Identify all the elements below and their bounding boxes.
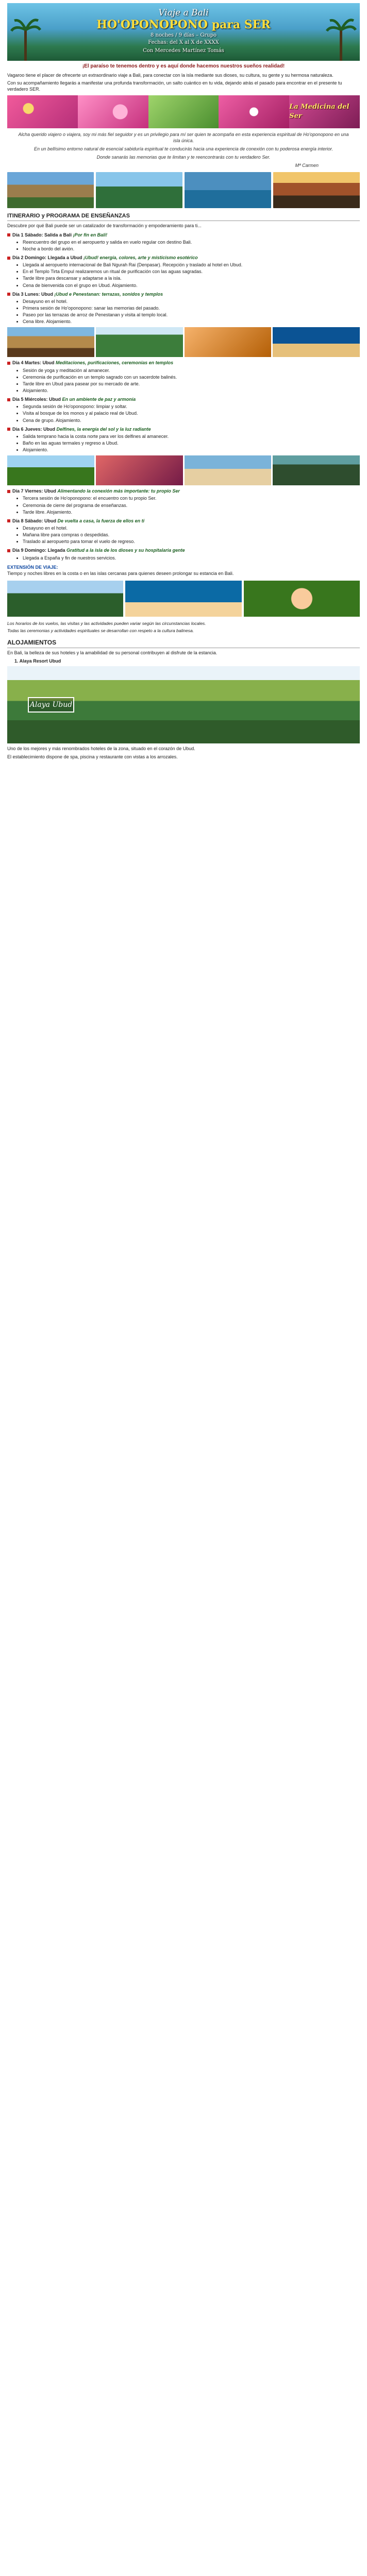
quote-paragraph: Donde sanarás las memorias que te limitan y te reencontrarás con tu verdadero Ser. [96,155,271,160]
temple-photo [273,455,360,485]
intro-paragraph: Con su acompañamiento llegarás a manifestar una profunda transformación, un salto cuántico en tu vida, dejando atrás el pasado para encontrar en el presente tu verdadero SER. [7,80,342,92]
activity-list [23,495,360,515]
day-label: Día 1 Sábado: Salida a Bali [12,232,72,238]
quote-paragraph: Alcha querido viajero o viajera, soy mi más fiel seguidor y es un privilegio para mí ser quien te acompaña en esta experiencia espiritual de Ho'oponopono en una isla única. [18,131,349,144]
activity-item: • Desayuno en el hotel. [23,525,360,531]
page [0,0,367,765]
hotel-description [7,745,360,759]
activity-item: • Primera sesión de Ho'oponopono: sanar las memorias del pasado. [23,305,360,311]
activity-item: • Noche a bordo del avión. [23,246,360,252]
day-label: Día 7 Viernes: Ubud [12,488,56,494]
day-title: ¡Ubud e Penestanan: terrazas, sonidos y templos [54,291,163,297]
activity-item: • Cena de bienvenida con el grupo en Ubud. Alojamiento. [23,282,360,289]
hotel-paragraph: Uno de los mejores y más renombrados hoteles de la zona, situado en el corazón de Ubud. [7,746,195,752]
sea-photo [185,172,271,208]
note-paragraph: Todas las ceremonias y actividades espirituales se desarrollan con respeto a la cultura balinesa. [7,628,194,634]
photo-row [7,172,360,208]
banner-line-1: Viaje a Bali [158,8,209,18]
hotel-photo [7,666,360,743]
activity-item: • Reencuentro del grupo en el aeropuerto y salida en vuelo regular con destino Bali. [23,239,360,245]
day-title: En un ambiente de paz y armonía [62,397,136,402]
notes [7,621,360,634]
activity-item: • Llegada al aeropuerto internacional de Bali Ngurah Rai (Denpasar). Recepción y traslado al hotel en Ubud. [23,262,360,268]
ceremony-photo [273,172,360,208]
activity-item: • Sesión de yoga y meditación al amanecer. [23,367,360,374]
day-header [7,547,360,553]
activity-item: • Traslado al aeropuerto para tomar el vuelo de regreso. [23,538,360,545]
activity-item: • En el Templo Tirta Empul realizaremos un ritual de purificación con las aguas sagradas. [23,268,360,275]
headline: ¡El paraíso te tenemos dentro y es aquí donde hacemos nuestros sueños realidad! [82,63,285,69]
flower-image [7,95,78,128]
hotel-logo: Alaya Ubud [28,697,74,713]
activity-item: • Mañana libre para compras o despedidas. [23,532,360,538]
day-header [7,426,360,432]
section-title: ITINERARIO y PROGRAMA DE ENSEÑANZAS [7,212,360,222]
beach-photo [273,327,360,357]
day-header [7,232,360,238]
activity-list [23,433,360,453]
activity-item: • Desayuno en el hotel. [23,298,360,304]
temple-photo [7,172,94,208]
day-title: De vuelta a casa, la fuerza de ellos en ti [57,518,145,523]
landscape-photo [7,581,123,617]
day-label: Día 4 Martes: Ubud [12,360,55,366]
quote-signature: Mª Carmen [295,163,319,168]
bullet-icon [7,362,10,365]
day-block [7,488,360,515]
day-header [7,291,360,297]
bullet-icon [7,519,10,522]
intro-paragraph: Vagaroo tiene el placer de ofrecerte un extraordinario viaje a Bali, para conectar con la isla mediante sus dioses, su cultura, su gente y su hermosa naturaleza. [7,72,333,78]
day-header [7,360,360,366]
flower-image [78,95,148,128]
ceremony-photo [185,327,272,357]
landscape-photo [96,327,183,357]
activity-item: • Salida temprano hacia la costa norte para ver los delfines al amanecer. [23,433,360,439]
photo-band [7,95,360,128]
banner-title: HO'OPONOPONO para SER [96,18,271,31]
banner-line-5: Con Mercedes Martínez Tomás [143,48,224,54]
activity-list [23,367,360,394]
extension-title: EXTENSIÓN DE VIAJE: [7,564,58,570]
day-title: Gratitud a la isla de los dioses y su hospitalaria gente [66,548,185,553]
day-title: ¡Ubud! energía, colores, arte y misticismo esotérico [84,255,198,261]
activity-item: • Segunda sesión de Ho'oponopono: limpiar y soltar. [23,403,360,410]
activity-list [23,525,360,545]
accommodation-lead: En Bali, la belleza de sus hoteles y la amabilidad de su personal contribuyen al disfrute de la estancia. [7,650,218,656]
activity-item: • Alojamiento. [23,447,360,453]
quote-paragraph: En un bellísimo entorno natural de esencial sabiduría espiritual te conducirás hacia una experiencia de conexión con tu poderosa energía interior. [34,146,333,152]
welcome-quote [18,131,349,169]
temple-photo [7,327,94,357]
day-title: Alimentando la conexión más importante: tu propio Ser [57,488,180,494]
day-block [7,255,360,289]
rice-terrace-photo [96,172,182,208]
activity-item: • Tercera sesión de Ho'oponopono: el encuentro con tu propio Ser. [23,495,360,501]
day-title: Delfines, la energía del sol y la luz radiante [56,426,151,432]
activity-list [23,555,360,561]
note-paragraph: Los horarios de los vuelos, las visitas y las actividades pueden variar según las circunstancias locales. [7,620,206,626]
flower-photo [244,581,360,617]
dance-photo [96,455,183,485]
hotel-paragraph: El establecimiento dispone de spa, piscina y restaurante con vistas a los arrozales. [7,754,178,759]
photo-row [7,455,360,485]
activity-item: • Visita al bosque de los monos y al palacio real de Ubud. [23,410,360,416]
day-label: Día 6 Jueves: Ubud [12,426,56,432]
extension-text: Tiempo y noches libres en la costa o en las islas cercanas para quienes deseen prolongar su estancia en Bali. [7,570,234,576]
activity-item: • Tarde libre. Alojamiento. [23,509,360,515]
beach-photo [185,455,272,485]
activity-item: • Paseo por las terrazas de arroz de Penestanan y visita al templo local. [23,312,360,318]
day-title: Meditaciones, purificaciones, ceremonias en templos [56,360,174,366]
logo-text: La Medicina del Ser [289,103,349,120]
activity-list [23,262,360,289]
activity-list [23,239,360,252]
day-block [7,291,360,325]
day-block [7,547,360,561]
banner-line-3: 8 noches / 9 días – Grupo [150,32,217,38]
activity-list [23,403,360,423]
day-block [7,232,360,252]
day-block [7,426,360,453]
photo-row [7,327,360,357]
day-label: Día 8 Sábado: Ubud [12,518,57,523]
bullet-icon [7,490,10,493]
leaf-image [148,95,219,128]
activity-item: • Cena de grupo. Alojamiento. [23,417,360,423]
accommodation-title: ALOJAMIENTOS [7,638,360,648]
day-header [7,488,360,494]
bullet-icon [7,428,10,431]
flower-image [219,95,289,128]
activity-item: • Ceremonia de cierre del programa de enseñanzas. [23,502,360,509]
day-label: Día 9 Domingo: Llegada [12,548,65,553]
day-header [7,518,360,524]
day-block [7,518,360,545]
bullet-icon [7,293,10,296]
day-title: ¡Por fin en Bali! [73,232,108,238]
logo-image [289,95,360,128]
sea-photo [125,581,241,617]
activity-item: • Tarde libre en Ubud para pasear por su mercado de arte. [23,381,360,387]
activity-item: • Llegada a España y fin de nuestros servicios. [23,555,360,561]
hotel-name: 1. Alaya Resort Ubud [14,658,61,664]
hero-banner [7,3,360,61]
bullet-icon [7,398,10,401]
day-label: Día 3 Lunes: Ubud [12,291,54,297]
banner-line-4: Fechas: del X al X de XXXX [148,40,219,45]
day-header [7,255,360,261]
day-block [7,360,360,394]
bullet-icon [7,257,10,260]
day-header [7,396,360,402]
activity-item: • Cena libre. Alojamiento. [23,318,360,325]
extension-block [7,564,360,577]
activity-item: • Alojamiento. [23,387,360,394]
photo-row [7,581,360,617]
day-block [7,396,360,423]
activity-list [23,298,360,325]
intro [7,72,360,92]
activity-item: • Ceremonia de purificación en un templo sagrado con un sacerdote balinés. [23,374,360,380]
day-label: Día 5 Miércoles: Ubud [12,397,61,402]
landscape-photo [7,455,94,485]
section-lead: Descubre por qué Bali puede ser un catalizador de transformación y empoderamiento para ti... [7,223,202,229]
activity-item: • Tarde libre para descansar y adaptarse a la isla. [23,275,360,281]
activity-item: • Baño en las aguas termales y regreso a Ubud. [23,440,360,446]
day-label: Día 2 Domingo: Llegada a Ubud [12,255,82,261]
bullet-icon [7,233,10,236]
bullet-icon [7,549,10,552]
